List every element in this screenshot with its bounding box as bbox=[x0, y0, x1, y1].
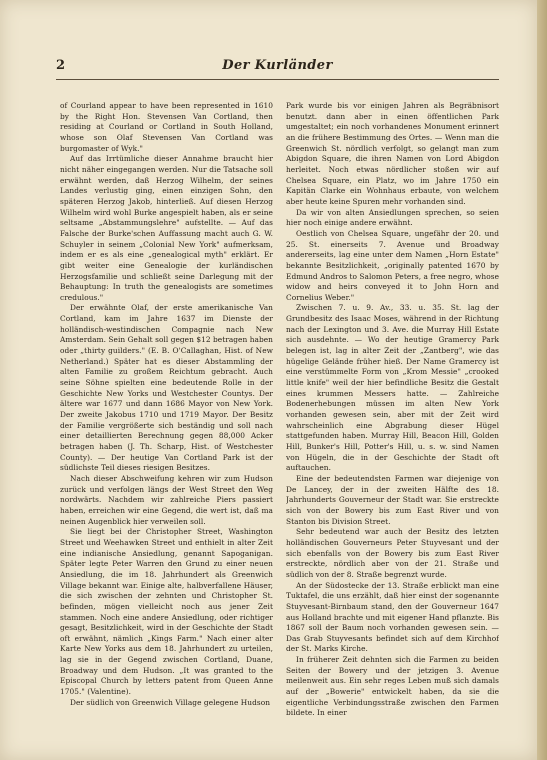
paragraph: Park wurde bis vor einigen Jahren als Begräbnisort benutzt. dann aber in einen öffentlichen Park umgestaltet; ein noch vorhandenes Monument erinnert an die frühere Bestimmung des Ortes. — Wenn man die Greenwich St. nördlich verfolgt, so gelangt man zum Abigdon Square, die ihren Namen von Lord Abigdon herleitet. Noch etwas nördlicher stoßen wir auf Chelsea Square, ein Platz, wo im Jahre 1750 ein Kapitän Clarke ein Wohnhaus erbaute, von welchem aber heute keine Spuren mehr vorhanden sind. bbox=[286, 101, 499, 206]
right-column bbox=[286, 101, 499, 746]
header-rule bbox=[56, 79, 499, 80]
paragraph: Der erwähnte Olaf, der erste amerikanische Van Cortland, kam im Jahre 1637 im Dienste der holländisch-westindischen Compagnie nach New Amsterdam. Sein Gehalt soll gegen $12 betragen haben oder „thirty guilders." (E. B. O'Callaghan, Hist. of New Netherland.) Später hat es dieser Abstammling der alten Familie zu großem Reichtum gebracht. Auch seine Söhne spielten eine bedeutende Rolle in der Geschichte New Yorks und Westchester Countys. Der ältere war 1677 und dann 1686 Mayor von New York. Der zweite Jakobus 1710 und 1719 Mayor. Der Besitz der Familie vergrößerte sich beständig und soll nach einer detaillierten Berechnung gegen 88,000 Acker betragen haben (J. Th. Scharp, Hist. of Westchester County). — Der heutige Van Cortland Park ist der südlichste Teil dieses riesigen Besitzes. bbox=[60, 303, 273, 473]
paragraph: of Courland appear to have been represented in 1610 by the Right Hon. Stevensen Van Cortland, then residing at Courland or Cortland in South Holland, whose son Olaf Stevensen Van Cortland was burgomaster of Wyk." bbox=[60, 101, 273, 153]
paragraph: Sie liegt bei der Christopher Street, Washington Street und Weehawken Street und enthielt in alter Zeit eine indianische Ansiedlung, genannt Sapoganigan. Später legte Peter Warren den Grund zu einer neuen Ansiedlung, die im 18. Jahrhundert als Greenwich Village bekannt war. Einige alte, halbverfallene Häuser, die sich zwischen der zehnten und Christopher St. befinden, mögen vielleicht noch aus jener Zeit stammen. Noch eine andere Ansiedlung, oder richtiger gesagt, Besitzlichkeit, wird in der Geschichte der Stadt oft erwähnt, nämlich „Kings Farm." Nach einer alter Karte New Yorks aus dem 18. Jahrhundert zu urteilen, lag sie in der Gegend zwischen Cortland, Duane, Broadway und dem Hudson. „It was granted to the Episcopal Church by letters patent from Queen Anne 1705." (Valentine). bbox=[60, 527, 273, 697]
paragraph: Oestlich von Chelsea Square, ungefähr der 20. und 25. St. einerseits 7. Avenue und Broadway andererseits, lag eine unter dem Namen „Horn Estate" bekannte Besitzlichkeit, „originally patented 1670 by Edmund Andros to Salomon Peters, a free negro, whose widow and heirs conveyed it to John Horn and Cornelius Weber." bbox=[286, 228, 499, 302]
page-number: 2 bbox=[56, 58, 66, 73]
paragraph: Eine der bedeutendsten Farmen war diejenige von De Lancey, der in der zweiten Hälfte des 18. Jahrhunderts Gouverneur der Stadt war. Sie erstreckte sich von der Bowery bis zum East River und von Stanton bis Division Street. bbox=[286, 473, 499, 526]
paragraph: Sehr bedeutend war auch der Besitz des letzten holländischen Gouverneurs Peter Stuyvesant und der sich ebenfalls von der Bowery bis zum East River erstreckte, nördlich aber von der 21. Straße und südlich von der 8. Straße begrenzt wurde. bbox=[286, 527, 499, 579]
paragraph: Nach dieser Abschweifung kehren wir zum Hudson zurück und verfolgen längs der West Street den Weg nordwärts. Nachdem wir zahlreiche Piers passiert haben, erreichen wir eine Gegend, die wert ist, daß ma neinen Augenblick hier verweilen soll. bbox=[60, 473, 273, 526]
text-columns bbox=[60, 101, 500, 746]
paragraph: Zwischen 7. u. 9. Av., 33. u. 35. St. lag der Grundbesitz des Isaac Moses, während in der Richtung nach der Lexington und 3. Ave. die Murray Hill Estate sich ausdehnte. — Wo der heutige Gramercy Park belegen ist, lag in alter Zeit der „Zantberg", wie das hügelige Gelände früher hieß. Der Name Gramercy ist eine verstümmelte Form von „Krom Messie" „crooked little knife" weil der hier befindliche Besitz die Gestalt eines krummen Messers hatte. — Zahlreiche Bodenerhebungen müssen im alten New York vorhanden gewesen sein, aber mit der Zeit wird wahrscheinlich eine Abgrabung dieser Hügel stattgefunden haben. Murray Hill, Beacon Hill, Golden Hill, Bunker's Hill, Potter's Hill, u. s. w. sind Namen von Hügeln, die in der Geschichte der Stadt oft auftauchen. bbox=[286, 303, 499, 473]
paragraph: Da wir von alten Ansiedlungen sprechen, so seien hier noch einige andere erwähnt. bbox=[286, 207, 499, 228]
paragraph: Der südlich von Greenwich Village gelegene Hudson bbox=[70, 697, 271, 707]
paragraph: An der Südostecke der 13. Straße erblickt man eine Tuktafel, die uns erzählt, daß hier einst der sogenannte Stuyvesant-Birnbaum stand, den der Gouverneur 1647 aus Holland brachte und mit eigener Hand pflanzte. Bis 1867 soll der Baum noch vorhanden gewesen sein. — Das Grab Stuyvesants befindet sich auf dem Kirchhof der St. Marks Kirche. bbox=[286, 580, 499, 654]
left-column bbox=[60, 101, 273, 746]
running-title: Der Kurländer bbox=[222, 58, 333, 73]
page-edge bbox=[537, 0, 547, 760]
page-header bbox=[56, 58, 499, 74]
paragraph: In früherer Zeit dehnten sich die Farmen zu beiden Seiten der Bowery und der jetzigen 3. Avenue meilenweit aus. Ein sehr reges Leben muß sich damals auf der „Bowerie" entwickelt haben, da sie die eigentliche Verbindungsstraße zwischen den Farmen bildete. In einer bbox=[286, 655, 499, 718]
paragraph: Auf das Irrtümliche dieser Annahme braucht hier nicht näher eingegangen werden. Nur die Tatsache soll erwähnt werden, daß Herzog Wilhelm, der seines Landes verlustig ging, einen einzigen Sohn, den späteren Herzog Jakob, hinterließ. Auf diesen Herzog Wilhelm wird wohl Burke angespielt haben, als er seine seltsame „Abstammungslehre" aufstellte. — Auf das Falsche der Burke'schen Auffassung macht auch G. W. Schuyler in seinem „Colonial New York" aufmerksam, indem er es als eine „genealogical myth" erklärt. Er gibt weiter eine Genealogie der kurländischen Herzogsfamilie und schließt seine Darlegung mit der Behauptung: In truth the genealogists are sometimes credulous." bbox=[60, 154, 273, 302]
